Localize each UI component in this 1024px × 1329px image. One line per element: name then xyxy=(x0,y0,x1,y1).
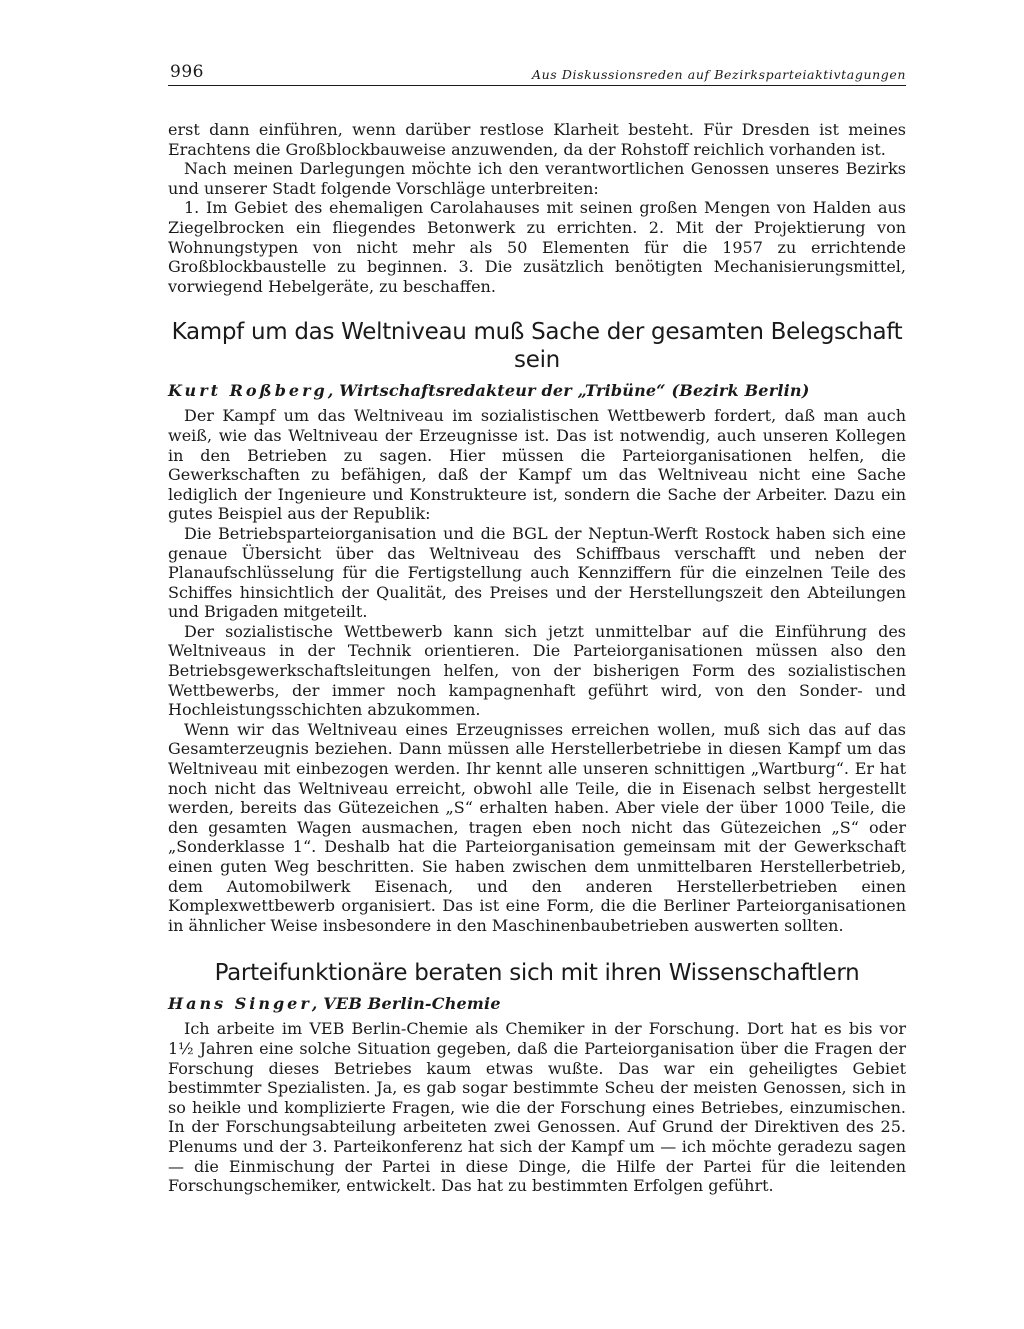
running-head: Aus Diskussionsreden auf Bezirksparteiaktivtagungen xyxy=(532,67,906,82)
page-number: 996 xyxy=(170,62,204,82)
paragraph: Nach meinen Darlegungen möchte ich den verantwortlichen Genossen unseres Bezirks und unserer Stadt folgende Vorschläge unterbreiten: xyxy=(168,159,906,198)
paragraph: Die Betriebsparteiorganisation und die BGL der Neptun-Werft Rostock haben sich eine genaue Übersicht über das Weltniveau des Schiffbaus verschafft und neben der Planaufschlüsselung für die Fertigstellung auch Kennziffern für die einzelnen Teile des Schiffes hinsichtlich der Qualität, des Preises und der Herstellungszeit den Abteilungen und Brigaden mitgeteilt. xyxy=(168,523,906,622)
section-heading: Parteifunktionäre beraten sich mit ihren Wissenschaftlern xyxy=(214,960,860,987)
author-name: Kurt Roßberg xyxy=(168,381,328,401)
byline xyxy=(168,993,906,1015)
author-role: , Wirtschaftsredakteur der „Tribüne“ (Bezirk Berlin) xyxy=(327,381,810,401)
paragraph: Der sozialistische Wettbewerb kann sich jetzt unmittelbar auf die Einführung des Weltniveaus in der Technik orientieren. Die Parteiorganisationen müssen also den Betriebsgewerkschaftsleitungen helfen, von der bisherigen Form des sozialistischen Wettbewerbs, der immer noch kampagnenhaft geführt wird, von den Sonder- und Hochleistungsschichten abzukommen. xyxy=(168,621,906,720)
paragraph: Ich arbeite im VEB Berlin-Chemie als Chemiker in der Forschung. Dort hat es bis vor 1½ Jahren eine solche Situation gegeben, daß die Parteiorganisation über die Fragen der Forschung dieses Betriebes kaum etwas wußte. Das war ein geheiligtes Gebiet bestimmter Spezialisten. Ja, es gab sogar bestimmte Scheu der meisten Genossen, sich in so heikle und komplizierte Fragen, wie die der Forschung eines Betriebes, einzumischen. In der Forschungsabteilung arbeiteten zwei Genossen. Auf Grund der Direktiven des 25. Plenums und der 3. Parteikonferenz hat sich der Kampf um — ich möchte geradezu sagen — die Einmischung der Partei in diese Dinge, die Hilfe der Partei für die leitenden Forschungschemiker, entwickelt. Das hat zu bestimmten Erfolgen geführt. xyxy=(168,1019,906,1196)
section-body xyxy=(168,1019,906,1195)
paragraph: Der Kampf um das Weltniveau im sozialistischen Wettbewerb fordert, daß man auch weiß, wie das Weltniveau der Erzeugnisse ist. Das ist notwendig, auch unseren Kollegen in den Betrieben zu sagen. Hier müssen die Parteiorganisationen helfen, die Gewerkschaften zu befähigen, daß der Kampf um das Weltniveau nicht eine Sache lediglich der Ingenieure und Konstrukteure ist, sondern die Sache der Arbeiter. Dazu ein gutes Beispiel aus der Republik: xyxy=(168,406,906,524)
author-name: Hans Singer xyxy=(168,994,312,1014)
paragraph: Wenn wir das Weltniveau eines Erzeugnisses erreichen wollen, muß sich das auf das Gesamterzeugnis beziehen. Dann müssen alle Herstellerbetriebe in diesen Kampf um das Weltniveau mit einbezogen werden. Ihr kennt alle unseren schnittigen „Wartburg“. Er hat noch nicht das Weltniveau erreicht, obwohl alle Teile, die in Eisenach selbst hergestellt werden, bereits das Gütezeichen „S“ erhalten haben. Aber viele der über 1000 Teile, die den gesamten Wagen ausmachen, tragen eben noch nicht das Gütezeichen „S“ oder „Sonderklasse 1“. Deshalb hat die Parteiorganisation gemeinsam mit der Gewerkschaft einen guten Weg beschritten. Sie haben zwischen dem unmittelbaren Herstellerbetrieb, dem Automobilwerk Eisenach, und den anderen Herstellerbetrieben einen Komplexwettbewerb organisiert. Das ist eine Form, die die Berliner Parteiorganisationen in ähnlicher Weise insbesondere in den Maschinenbaubetrieben auswerten sollten. xyxy=(168,719,906,935)
author-role: , VEB Berlin-Chemie xyxy=(311,994,501,1014)
intro-text xyxy=(168,120,906,296)
page-header xyxy=(168,56,906,86)
section-heading: Kampf um das Weltniveau muß Sache der gesamten Belegschaft sein xyxy=(171,319,903,374)
section-body xyxy=(168,406,906,935)
paragraph: erst dann einführen, wenn darüber restlose Klarheit besteht. Für Dresden ist meines Erachtens die Großblockbauweise anzuwenden, da der Rohstoff reichlich vorhanden ist. xyxy=(168,120,906,159)
document-page xyxy=(168,56,906,1196)
byline xyxy=(168,380,906,402)
paragraph: 1. Im Gebiet des ehemaligen Carolahauses mit seinen großen Mengen von Halden aus Ziegelbrocken ein fliegendes Betonwerk zu errichten. 2. Mit der Projektierung von Wohnungstypen von nicht mehr als 50 Elementen für die 1957 zu errichtende Großblockbaustelle zu beginnen. 3. Die zusätzlich benötigten Mechanisierungsmittel, vorwiegend Hebelgeräte, zu beschaffen. xyxy=(168,198,906,296)
